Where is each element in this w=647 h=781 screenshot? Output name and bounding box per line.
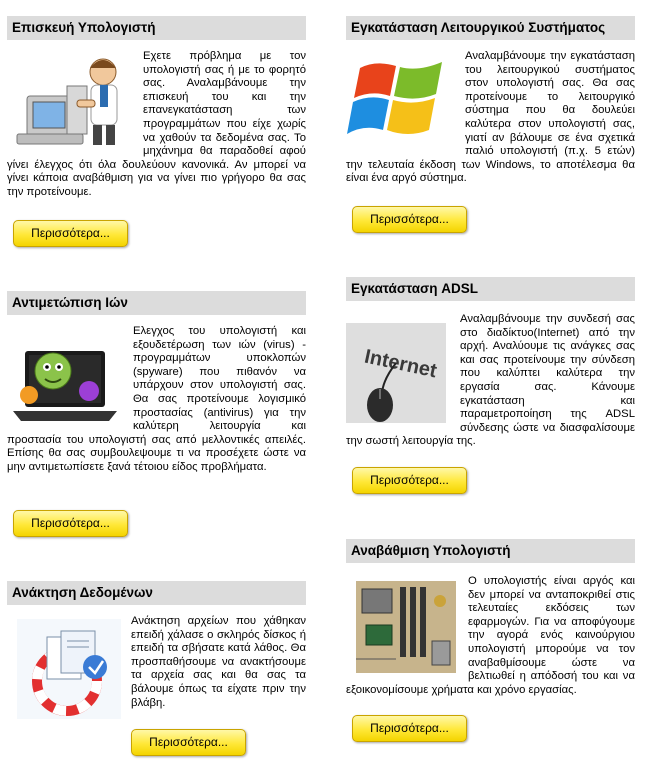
more-button-recovery[interactable]: Περισσότερα... (131, 729, 246, 756)
section-text: Ο υπολογιστής είναι αργός και δεν μπορεί να ανταποκριθεί στις τελευταίες εκδόσεις των εφαρμογών. Για να αποφύγουμε την αγορά ενός καινούργιου υπολογιστή μπορούμε να τον αναβαθμίσουμε ώστε να βελτιωθεί η απόδοσή του και να εξοικονομίσουμε χρήματα και χρόνο εργασίας. (346, 575, 635, 696)
more-button-upgrade[interactable]: Περισσότερα... (352, 715, 467, 742)
section-text: Εχετε πρόβλημα με τον υπολογιστή σας ή με το φορητό σας. Αναλαμβάνουμε την επισκευή του και την επανεγκατάσταση των προγραμμάτων που είχε χωρίς να χαθούν τα δεδομένα σας. Το μηχάνημα θα παραδοθεί αφού γίνει έλεγχος ότι όλα δουλεύουν κανονικά. Αν μπορεί να γίνει κάποια αναβάθμιση για να γίνει πιο γρήγορο θα σας την προτείνουμε. (7, 50, 306, 198)
section-text: Αναλαμβάνουμε την εγκατάσταση του λειτουργικού συστήματος στον υπολογιστή σας. Θα σας προτείνουμε το λειτουργικό σύστημα που θα δουλεύει καλύτερα στον υπολογιστή σας, γιατί αν βάλουμε σε ένα σχετικά παλιό υπολογιστή (π.χ. 5 ετών) την τελευταία έκδοση των Windows, το αποτέλεσμα θα είναι ένα αργό σύστημα. (346, 50, 635, 185)
more-button-repair[interactable]: Περισσότερα... (13, 220, 128, 247)
motherboard-image (356, 581, 456, 673)
section-title: Εγκατάσταση ADSL (346, 277, 635, 301)
section-title: Ανάκτηση Δεδομένων (7, 581, 306, 605)
section-title: Αντιμετώπιση Ιών (7, 291, 306, 315)
service-card-adsl (346, 277, 635, 487)
section-text: Ελεγχος του υπολογιστή και εξουδετέρωση των ιών (virus) - προγραμμάτων υποκλοπών (spyware) που πιθανόν να υπάρχουν στον υπολογιστή σας. Θα σας προτείνουμε λογισμικό προστασίας (antivirus) για την καλύτερη λειτουργία και προστασία του υπολογιστή σας από μελλοντικές απειλές. Επίσης θα σας συμβουλεψουμε τι να προσέχετε ώστε να μην αντιμετωπίσετε ξανά τέτοιου είδος προβλήματα. (7, 325, 306, 473)
more-button-adsl[interactable]: Περισσότερα... (352, 467, 467, 494)
section-title: Εγκατάσταση Λειτουργικού Συστήματος (346, 16, 635, 40)
internet-image-text: Internet (362, 345, 439, 383)
windows-logo-image (346, 50, 451, 150)
service-card-repair (7, 16, 306, 240)
virus-laptop-image (7, 325, 119, 425)
service-card-upgrade (346, 539, 635, 735)
section-text: Αναλαμβάνουμε την συνδεσή σας στο διαδίκτυο(Internet) από την αρχή. Αναλύουμε τις ανάγκες σας και σας προτείνουμε την σύνδεση που καλύπτει καλύτερα την εργασία σας. Κάνουμε εγκατάσταση και παραμετροποίηση της ADSL σύνδεσης ώστε να διασφαλίσουμε την σωστή λειτουργία της. (346, 313, 635, 448)
internet-mouse-image (346, 323, 446, 423)
more-button-virus[interactable]: Περισσότερα... (13, 510, 128, 537)
computer-repair-image (7, 50, 129, 148)
more-button-os[interactable]: Περισσότερα... (352, 206, 467, 233)
service-card-os (346, 16, 635, 226)
service-card-recovery (7, 581, 306, 749)
section-title: Επισκευή Υπολογιστή (7, 16, 306, 40)
service-card-virus (7, 291, 306, 530)
data-recovery-image (17, 619, 121, 719)
section-title: Αναβάθμιση Υπολογιστή (346, 539, 635, 563)
section-text: Ανάκτηση αρχείων που χάθηκαν επειδή χάλασε ο σκληρός δίσκος ή επειδή τα σβήσατε κατά λάθος. Θα προσπαθήσουμε να ανακτήσουμε τα αρχεία σας και θα σας τα βάλουμε όπως τα είχατε πριν την βλάβη. (131, 615, 306, 709)
